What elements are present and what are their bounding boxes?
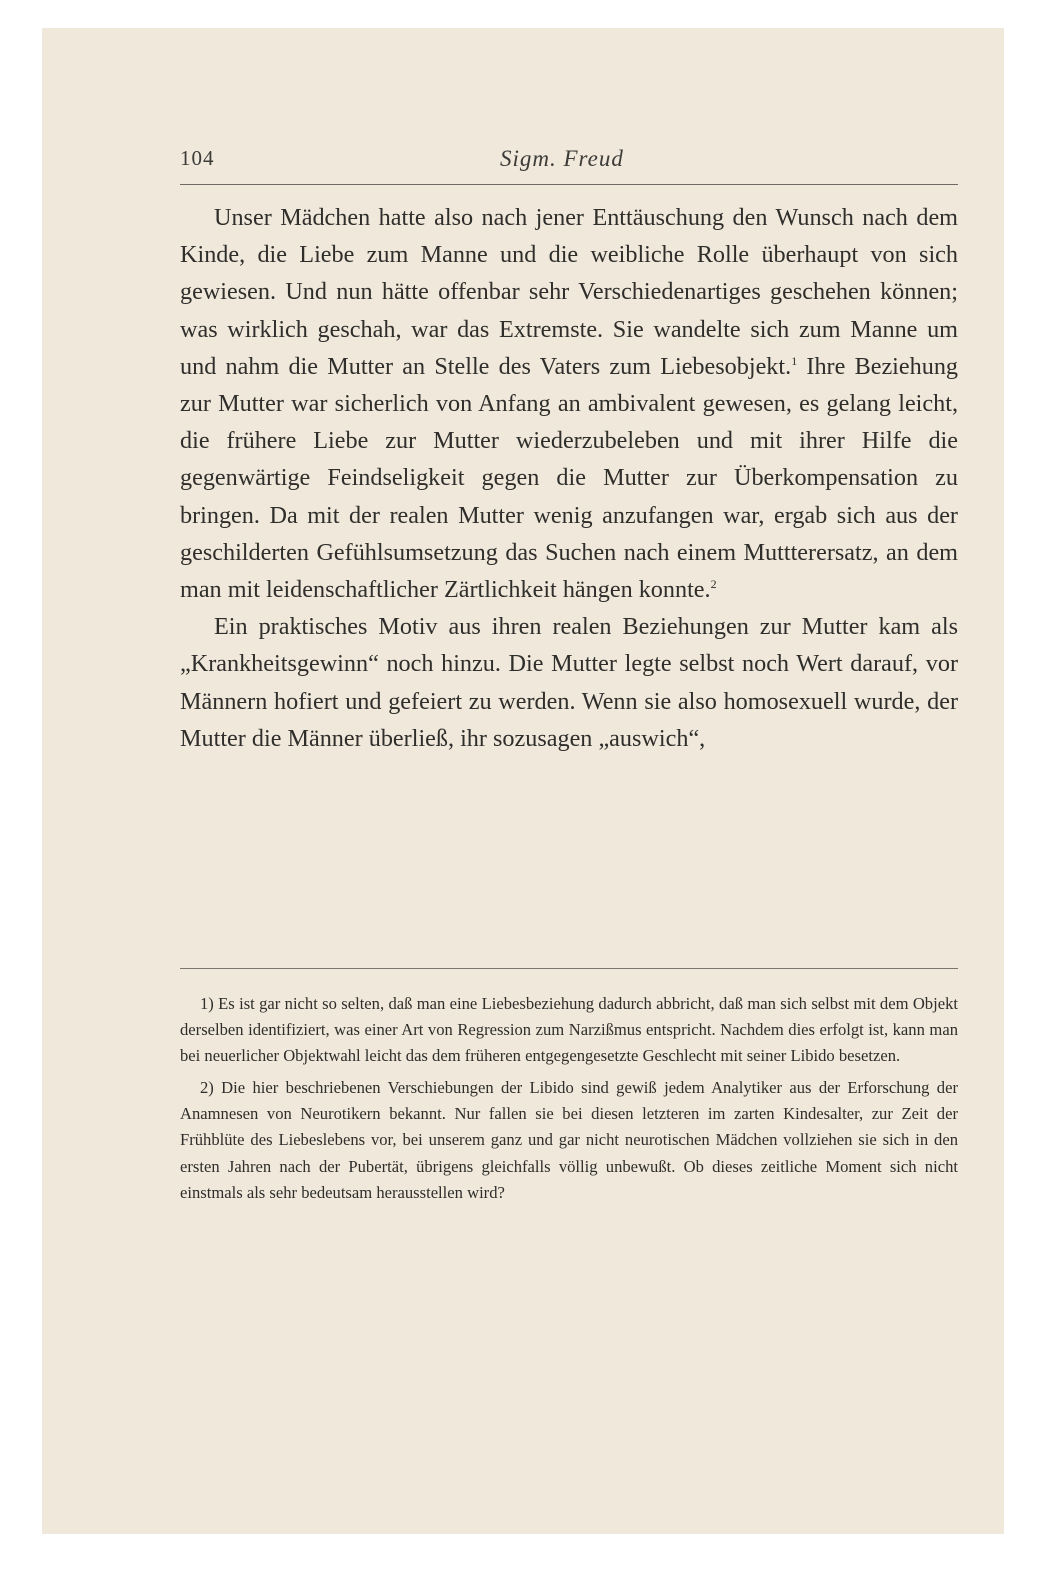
footnote-rule [180,968,958,969]
footnotes [180,991,958,1206]
paragraph-1-part-b: Ihre Beziehung zur Mutter war sicherlich von Anfang an ambivalent gewesen, es gelang leicht, die frühere Liebe zur Mutter wiederzubeleben und mit ihrer Hilfe die gegenwärtige Feindseligkeit gegen die Mutter zur Überkompensation zu bringen. Da mit der realen Mutter wenig anzufangen war, ergab sich aus der geschilderten Gefühlsumsetzung das Suchen nach einem Muttterersatz, an dem man mit leidenschaftlicher Zärtlichkeit hängen konnte. [180,352,959,604]
footnote-1: 1) Es ist gar nicht so selten, daß man eine Liebesbeziehung dadurch abbricht, daß man sich selbst mit dem Objekt derselben identifiziert, was einer Art von Regression zum Narzißmus entspricht. Nachdem dies erfolgt ist, kann man bei neuerlicher Objektwahl leicht das dem früheren entgegengesetzte Geschlecht mit seiner Libido besetzen. [180,994,958,1066]
paragraph-1 [180,199,958,608]
header-rule [180,184,958,185]
paragraph-2: Ein praktisches Motiv aus ihren realen Beziehungen zur Mutter kam als „Krankheitsgewinn“ noch hinzu. Die Mutter legte selbst noch Wert darauf, vor Männern hofiert und gefeiert zu werden. Wenn sie also homosexuell wurde, der Mutter die Männer überließ, ihr sozusagen „auswich“, [180,613,958,752]
page-number: 104 [180,146,215,170]
paragraph-1-part-a: Unser Mädchen hatte also nach jener Enttäuschung den Wunsch nach dem Kinde, die Liebe zum Manne und die weibliche Rolle überhaupt von sich gewiesen. Und nun hätte offenbar sehr Verschiedenartiges geschehen können; was wirklich geschah, war das Extremste. Sie wandelte sich zum Manne um und nahm die Mutter an Stelle des Vaters zum Liebesobjekt. [180,204,958,380]
footnote-2: 2) Die hier beschriebenen Verschiebungen der Libido sind gewiß jedem Analytiker aus der Erforschung der Anamnesen von Neurotikern bekannt. Nur fallen sie bei diesen letzteren im zarten Kindesalter, zur Zeit der Frühblüte des Liebeslebens vor, bei unserem ganz und gar nicht neurotischen Mädchen vollziehen sie sich in den ersten Jahren nach der Pubertät, übrigens gleichfalls völlig unbewußt. Ob dieses zeitliche Moment sich nicht einstmals als sehr bedeutsam herausstellen wird? [180,1078,958,1202]
running-head: Sigm. Freud [500,146,624,171]
main-text [180,199,958,757]
page-header [180,146,958,176]
footnote-ref-1: 1 [791,353,798,368]
footnote-ref-2: 2 [710,576,717,591]
